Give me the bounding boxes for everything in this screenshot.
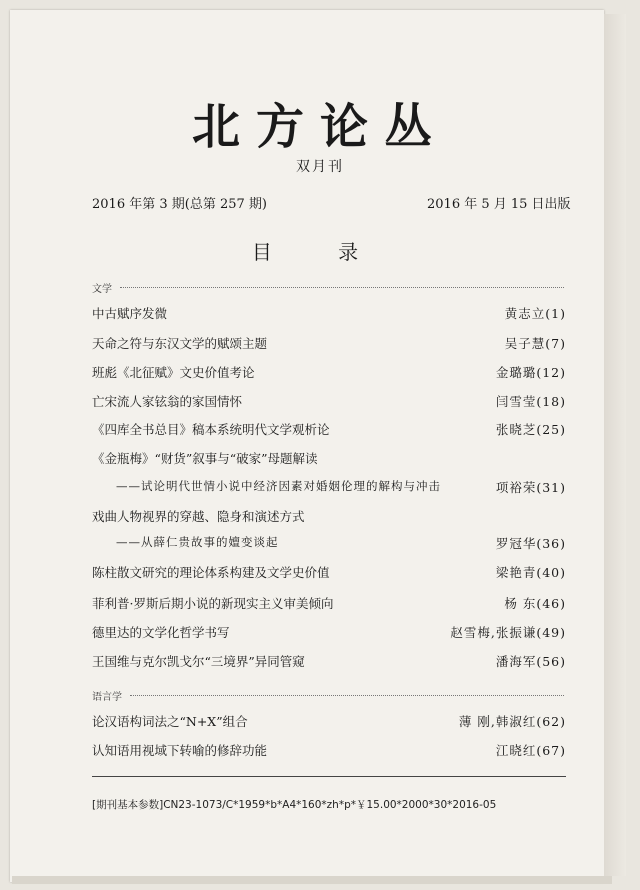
toc-heading: 目 录: [251, 240, 389, 264]
entry-author-page: 潘海军(56): [495, 654, 566, 669]
entry-title: 陈柱散文研究的理论体系构建及文学史价值: [92, 565, 330, 580]
entry-title: 认知语用视域下转喻的修辞功能: [92, 743, 268, 758]
entry-author-page: 闫雪莹(18): [495, 394, 566, 409]
toc-entry: [92, 563, 566, 583]
entry-title: 论汉语构词法之“N+X”组合: [92, 714, 248, 729]
footer-divider: [92, 776, 566, 777]
entry-author-page: 项裕荣(31): [495, 480, 566, 495]
entry-author-page: 张晓芝(25): [495, 422, 566, 437]
toc-entry: [92, 623, 566, 643]
entry-title: 中古赋序发微: [92, 306, 168, 321]
entry-author-page: 梁艳青(40): [495, 565, 566, 580]
entry-title: 《金瓶梅》“财货”叙事与“破家”母题解读: [92, 451, 318, 466]
entry-author-page: 江晓红(67): [495, 743, 566, 758]
entry-author-page: 金璐璐(12): [495, 365, 566, 380]
journal-parameters: [期刊基本参数]CN23-1073/C*1959*b*A4*160*zh*p*￥15.00*2000*30*2016-05: [92, 799, 497, 811]
page-edge-bottom: [12, 876, 612, 884]
entry-author-page: 罗冠华(36): [495, 536, 566, 551]
toc-entry-subtitle: [92, 534, 566, 554]
toc-entry: [92, 334, 566, 354]
journal-title: 北方论丛: [191, 99, 448, 155]
toc-entry-subtitle: [92, 478, 566, 498]
toc-entry: [92, 304, 566, 324]
section-divider: [130, 695, 564, 696]
toc-entry: [92, 652, 566, 672]
toc-entry: [92, 449, 566, 469]
toc-entry: [92, 507, 566, 527]
toc-entry: [92, 741, 566, 761]
entry-author-page: 黄志立(1): [504, 306, 566, 321]
publication-date: 2016 年 5 月 15 日出版: [427, 197, 571, 212]
entry-author-page: 吴子慧(7): [504, 336, 566, 351]
entry-author-page: 杨 东(46): [504, 596, 566, 611]
section-label-linguistics: 语言学: [92, 692, 122, 703]
entry-title: 德里达的文学化哲学书写: [92, 625, 230, 640]
entry-title: 亡宋流人家铉翁的家国情怀: [92, 394, 243, 409]
entry-author-page: 赵雪梅,张振谦(49): [450, 625, 566, 640]
toc-entry: [92, 392, 566, 412]
toc-entry: [92, 363, 566, 383]
entry-title: 天命之符与东汉文学的赋颂主题: [92, 336, 268, 351]
issue-number: 2016 年第 3 期(总第 257 期): [92, 197, 267, 212]
entry-title: 《四库全书总目》稿本系统明代文学观析论: [92, 422, 330, 437]
entry-title: 班彪《北征赋》文史价值考论: [92, 365, 255, 380]
journal-frequency: 双月刊: [296, 159, 344, 175]
toc-entry: [92, 420, 566, 440]
entry-subtitle: ——从薛仁贵故事的嬗变谈起: [116, 535, 279, 549]
toc-entry: [92, 712, 566, 732]
section-divider: [120, 287, 564, 288]
entry-subtitle: ——试论明代世情小说中经济因素对婚姻伦理的解构与冲击: [116, 479, 441, 493]
entry-title: 王国维与克尔凯戈尔“三境界”异同管窥: [92, 654, 305, 669]
section-label-literature: 文学: [92, 284, 112, 295]
entry-author-page: 薄 刚,韩淑红(62): [458, 714, 566, 729]
toc-entry: [92, 594, 566, 614]
entry-title: 戏曲人物视界的穿越、隐身和演述方式: [92, 509, 305, 524]
entry-title: 菲利普·罗斯后期小说的新现实主义审美倾向: [92, 596, 334, 611]
